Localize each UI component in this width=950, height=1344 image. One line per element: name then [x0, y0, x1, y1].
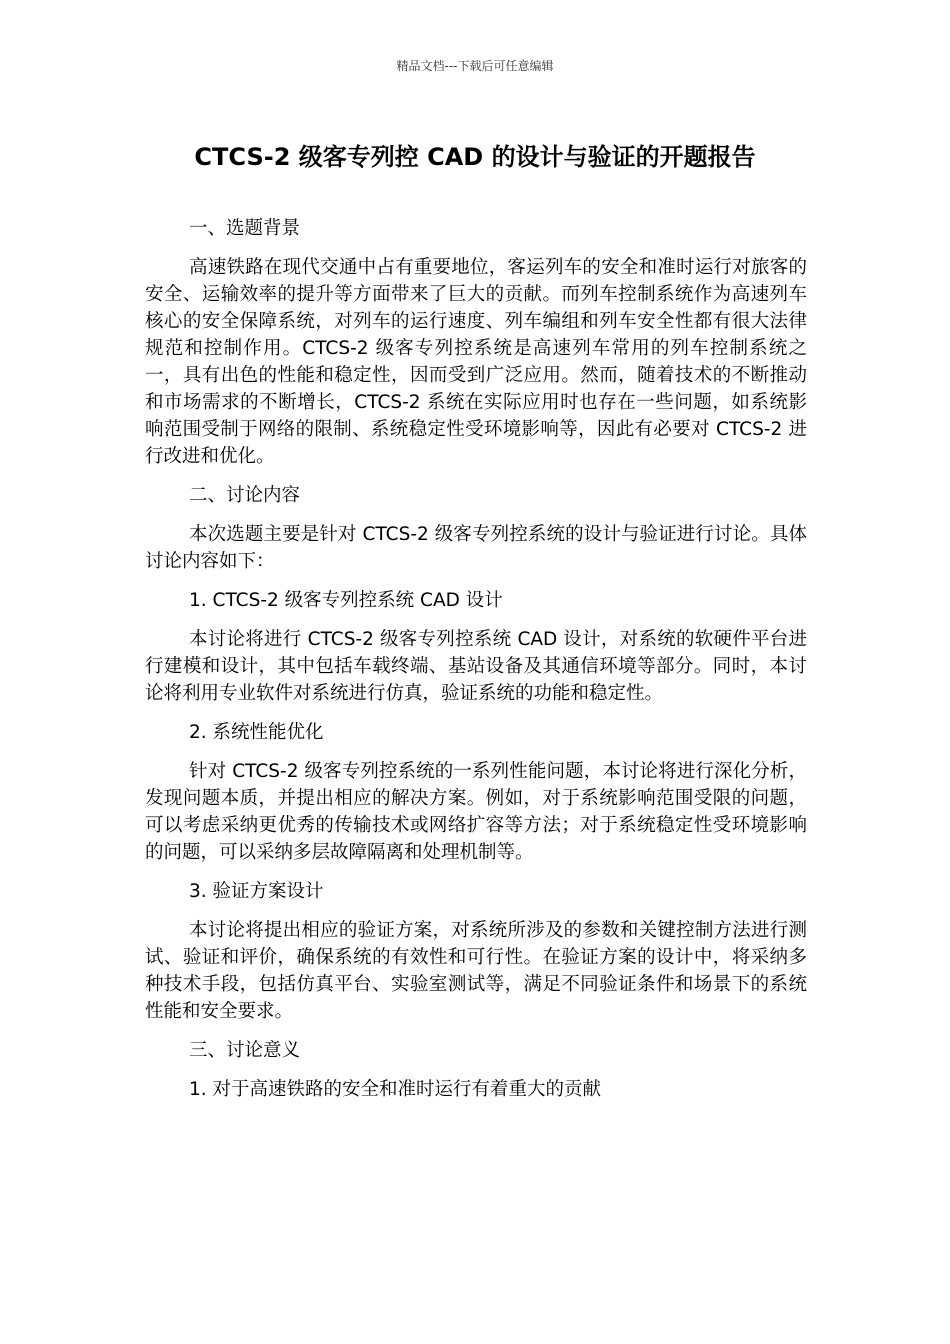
- section-heading-content: 二、讨论内容: [189, 485, 301, 506]
- paragraph-background: 高速铁路在现代交通中占有重要地位，客运列车的安全和准时运行对旅客的安全、运输效率的提升等方面带来了巨大的贡献。而列车控制系统作为高速列车核心的安全保障系统，对列车的运行速度、列车编组和列车安全性都有很大法律规范和控制作用。CTCS-2 级客专列控系统是高速列车常用的列车控制系统之一，具有出色的性能和稳定性，因而受到广泛应用。然而，随着技术的不断推动和市场需求的不断增长，CTCS-2 系统在实际应用时也存在一些问题，如系统影响范围受制于网络的限制、系统稳定性受环境影响等，因此有必要对 CTCS-2 进行改进和优化。: [145, 257, 807, 467]
- subheading-cad-design: 1. CTCS-2 级客专列控系统 CAD 设计: [189, 590, 503, 611]
- subheading-significance-1: 1. 对于高速铁路的安全和准时运行有着重大的贡献: [189, 1079, 602, 1100]
- header-note: 精品文档---下载后可任意编辑: [396, 59, 554, 73]
- subheading-performance: 2. 系统性能优化: [189, 722, 324, 743]
- document-body: [145, 215, 807, 1115]
- section-heading-background: 一、选题背景: [189, 218, 301, 239]
- document-title: CTCS-2 级客专列控 CAD 的设计与验证的开题报告: [194, 143, 756, 171]
- subheading-verification: 3. 验证方案设计: [189, 881, 324, 902]
- section-heading-significance: 三、讨论意义: [189, 1040, 301, 1061]
- paragraph-cad-design: 本讨论将进行 CTCS-2 级客专列控系统 CAD 设计，对系统的软硬件平台进行建模和设计，其中包括车载终端、基站设备及其通信环境等部分。同时，本讨论将利用专业软件对系统进行仿真，验证系统的功能和稳定性。: [145, 629, 807, 704]
- paragraph-verification: 本讨论将提出相应的验证方案，对系统所涉及的参数和关键控制方法进行测试、验证和评价，确保系统的有效性和可行性。在验证方案的设计中，将采纳多种技术手段，包括仿真平台、实验室测试等，满足不同验证条件和场景下的系统性能和安全要求。: [145, 920, 807, 1022]
- paragraph-performance: 针对 CTCS-2 级客专列控系统的一系列性能问题，本讨论将进行深化分析，发现问题本质，并提出相应的解决方案。例如，对于系统影响范围受限的问题，可以考虑采纳更优秀的传输技术或网络扩容等方法；对于系统稳定性受环境影响的问题，可以采纳多层故障隔离和处理机制等。: [145, 761, 807, 863]
- paragraph-content-intro: 本次选题主要是针对 CTCS-2 级客专列控系统的设计与验证进行讨论。具体讨论内容如下：: [145, 524, 807, 572]
